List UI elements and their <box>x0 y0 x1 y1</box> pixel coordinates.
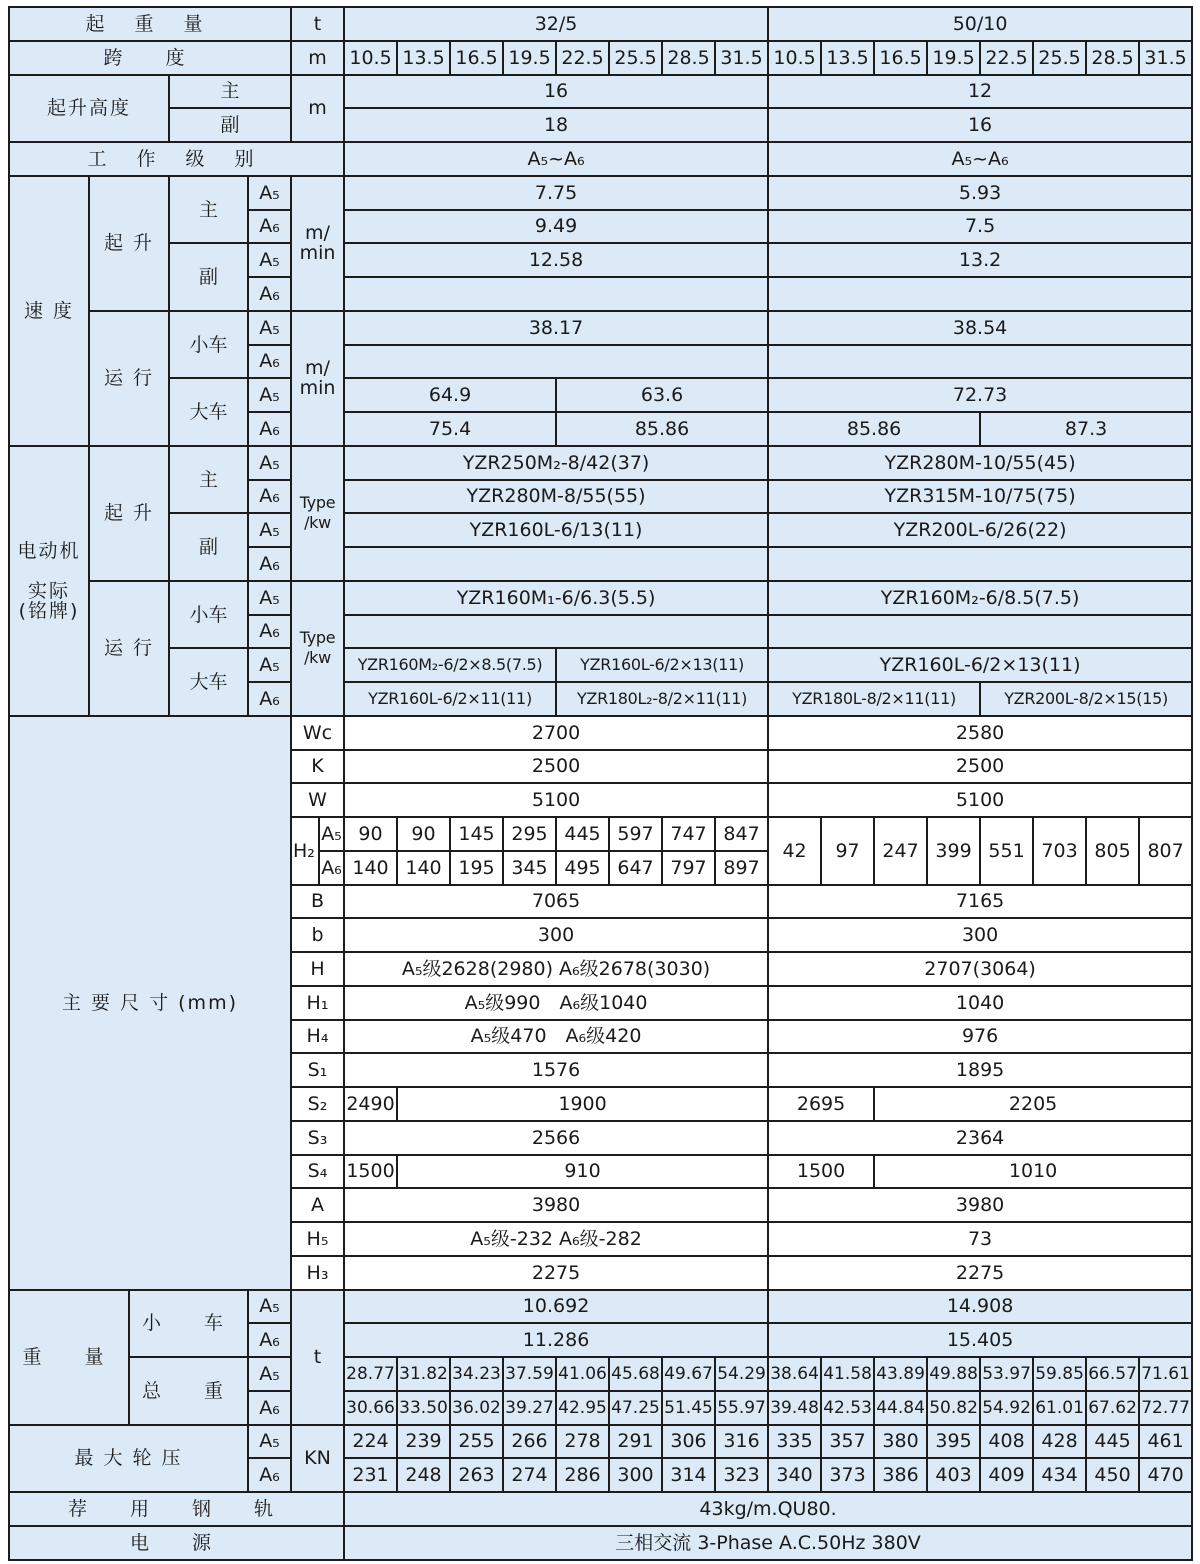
table-cell: 25.5 <box>609 41 662 75</box>
table-cell: 小车 <box>169 581 248 649</box>
table-cell: A₅ <box>248 176 291 210</box>
table-cell: 31.82 <box>397 1357 450 1391</box>
table-cell: 42.95 <box>556 1391 609 1425</box>
table-cell: A₅级2628(2980) A₆级2678(3030) <box>344 952 768 986</box>
table-cell: A₆ <box>248 1391 291 1425</box>
table-cell: 300 <box>609 1458 662 1492</box>
table-cell: YZR160L-6/2×13(11) <box>556 648 768 682</box>
table-cell: 49.67 <box>662 1357 715 1391</box>
table-cell: 22.5 <box>980 41 1033 75</box>
table-cell: 16.5 <box>450 41 503 75</box>
table-cell: A₆ <box>248 277 291 311</box>
table-cell: 7.75 <box>344 176 768 210</box>
table-cell: 16 <box>344 75 768 109</box>
table-cell: S₃ <box>291 1121 344 1155</box>
table-cell: 647 <box>609 851 662 885</box>
table-cell: 大车 <box>169 378 248 446</box>
table-cell: 373 <box>821 1458 874 1492</box>
table-cell: 39.27 <box>503 1391 556 1425</box>
table-cell: 72.73 <box>768 378 1192 412</box>
table-cell: 399 <box>927 817 980 885</box>
table-cell: 295 <box>503 817 556 851</box>
table-cell: 231 <box>344 1458 397 1492</box>
table-cell: 357 <box>821 1425 874 1459</box>
table-cell: 副 <box>169 108 291 142</box>
table-cell: 速 度 <box>9 176 89 446</box>
table-cell: K <box>291 750 344 784</box>
table-cell: 5100 <box>768 783 1192 817</box>
table-cell: 239 <box>397 1425 450 1459</box>
table-cell: YZR180L-8/2×11(11) <box>768 682 980 716</box>
table-cell: Type /kw <box>291 581 344 716</box>
table-cell: 起 升 <box>89 176 169 311</box>
table-row <box>9 75 1192 109</box>
table-cell: 87.3 <box>980 412 1192 446</box>
table-cell: 274 <box>503 1458 556 1492</box>
table-row <box>9 378 1192 412</box>
table-cell: 703 <box>1033 817 1086 885</box>
table-cell: 64.9 <box>344 378 556 412</box>
table-cell <box>344 345 768 379</box>
table-cell: H₄ <box>291 1020 344 1054</box>
table-cell: 1500 <box>344 1155 397 1189</box>
table-cell: 323 <box>715 1458 768 1492</box>
table-row <box>9 7 1192 41</box>
table-cell: 荐 用 钢 轨 <box>9 1492 344 1526</box>
table-cell: 45.68 <box>609 1357 662 1391</box>
table-row <box>9 108 1192 142</box>
table-cell: 5.93 <box>768 176 1192 210</box>
table-cell <box>344 277 768 311</box>
table-cell: 三相交流 3-Phase A.C.50Hz 380V <box>344 1526 1192 1560</box>
table-cell: 445 <box>1086 1425 1139 1459</box>
table-cell: 286 <box>556 1458 609 1492</box>
table-cell: 28.5 <box>1086 41 1139 75</box>
table-cell: 247 <box>874 817 927 885</box>
table-cell: 电 源 <box>9 1526 344 1560</box>
table-row <box>9 1357 1192 1391</box>
table-cell: 起升高度 <box>9 75 169 143</box>
table-cell: YZR200L-6/26(22) <box>768 513 1192 547</box>
table-cell: 3980 <box>344 1188 768 1222</box>
table-cell <box>344 615 768 649</box>
table-cell: YZR160M₂-6/2×8.5(7.5) <box>344 648 556 682</box>
table-cell: 2490 <box>344 1087 397 1121</box>
table-cell: 25.5 <box>1033 41 1086 75</box>
table-cell: A₆ <box>248 480 291 514</box>
table-cell: A₅ <box>248 1290 291 1324</box>
table-cell: 起 升 <box>89 446 169 581</box>
table-cell: S₄ <box>291 1155 344 1189</box>
table-cell: 38.17 <box>344 311 768 345</box>
table-cell <box>344 547 768 581</box>
table-cell: 428 <box>1033 1425 1086 1459</box>
table-cell: 75.4 <box>344 412 556 446</box>
table-cell: 248 <box>397 1458 450 1492</box>
table-cell: 1576 <box>344 1053 768 1087</box>
table-cell: 597 <box>609 817 662 851</box>
table-row <box>9 41 1192 75</box>
table-cell: A₆ <box>248 547 291 581</box>
table-cell: 最 大 轮 压 <box>9 1425 248 1493</box>
table-cell: Wc <box>291 716 344 750</box>
table-cell: 54.29 <box>715 1357 768 1391</box>
table-cell: 13.5 <box>821 41 874 75</box>
table-cell: 255 <box>450 1425 503 1459</box>
table-cell: 运 行 <box>89 581 169 716</box>
table-cell: YZR280M-10/55(45) <box>768 446 1192 480</box>
table-cell: 797 <box>662 851 715 885</box>
table-cell: t <box>291 7 344 41</box>
table-cell: 2695 <box>768 1087 874 1121</box>
table-cell: 总 重 <box>129 1357 248 1425</box>
table-cell: 38.64 <box>768 1357 821 1391</box>
table-cell: YZR160L-6/13(11) <box>344 513 768 547</box>
table-cell: 73 <box>768 1222 1192 1256</box>
table-cell: YZR315M-10/75(75) <box>768 480 1192 514</box>
table-cell: A₅级990 A₆级1040 <box>344 986 768 1020</box>
table-row <box>9 243 1192 277</box>
table-cell: 1900 <box>397 1087 768 1121</box>
table-cell: 11.286 <box>344 1323 768 1357</box>
table-row <box>9 581 1192 615</box>
table-cell: m <box>291 75 344 143</box>
table-cell: A₆ <box>248 345 291 379</box>
table-cell: 主 <box>169 446 248 514</box>
table-cell: YZR160M₂-6/8.5(7.5) <box>768 581 1192 615</box>
table-cell: A₆ <box>248 682 291 716</box>
table-cell: 33.50 <box>397 1391 450 1425</box>
table-cell: m/ min <box>291 176 344 311</box>
table-cell: W <box>291 783 344 817</box>
table-cell: 42 <box>768 817 821 885</box>
table-row <box>9 716 1192 750</box>
table-cell: 450 <box>1086 1458 1139 1492</box>
table-cell: 19.5 <box>927 41 980 75</box>
table-cell: A₅ <box>248 1357 291 1391</box>
table-cell: A₆ <box>248 1458 291 1492</box>
table-cell: 副 <box>169 513 248 581</box>
table-cell: A₅级-232 A₆级-282 <box>344 1222 768 1256</box>
table-cell: 38.54 <box>768 311 1192 345</box>
table-cell: 1895 <box>768 1053 1192 1087</box>
table-cell: 7165 <box>768 885 1192 919</box>
table-cell: YZR160L-6/2×13(11) <box>768 648 1192 682</box>
table-cell: 主 要 尺 寸 (mm) <box>9 716 291 1290</box>
table-cell: S₁ <box>291 1053 344 1087</box>
table-cell: 72.77 <box>1139 1391 1192 1425</box>
table-cell: 85.86 <box>556 412 768 446</box>
table-cell: 10.692 <box>344 1290 768 1324</box>
table-cell: 2364 <box>768 1121 1192 1155</box>
table-cell: 145 <box>450 817 503 851</box>
table-cell: m/ min <box>291 311 344 446</box>
table-cell: 44.84 <box>874 1391 927 1425</box>
table-cell: 445 <box>556 817 609 851</box>
table-cell: 551 <box>980 817 1033 885</box>
table-cell: H₂ <box>291 817 319 885</box>
table-cell: 53.97 <box>980 1357 1033 1391</box>
table-cell: H₅ <box>291 1222 344 1256</box>
table-cell: A₅ <box>248 311 291 345</box>
table-cell: YZR160M₁-6/6.3(5.5) <box>344 581 768 615</box>
table-cell: 2707(3064) <box>768 952 1192 986</box>
table-cell: 15.405 <box>768 1323 1192 1357</box>
table-cell <box>768 615 1192 649</box>
table-cell: 工 作 级 别 <box>9 142 344 176</box>
table-cell: YZR200L-8/2×15(15) <box>980 682 1192 716</box>
table-cell: 300 <box>768 918 1192 952</box>
table-cell: KN <box>291 1425 344 1493</box>
table-cell: 403 <box>927 1458 980 1492</box>
table-cell: 主 <box>169 75 291 109</box>
table-cell: 63.6 <box>556 378 768 412</box>
table-cell: 跨 度 <box>9 41 291 75</box>
table-cell: 380 <box>874 1425 927 1459</box>
table-cell: 42.53 <box>821 1391 874 1425</box>
table-cell: 32/5 <box>344 7 768 41</box>
table-cell: 30.66 <box>344 1391 397 1425</box>
table-cell: 897 <box>715 851 768 885</box>
table-cell: 434 <box>1033 1458 1086 1492</box>
table-cell: 副 <box>169 243 248 311</box>
table-cell: 50.82 <box>927 1391 980 1425</box>
table-cell: 31.5 <box>715 41 768 75</box>
table-cell: 10.5 <box>344 41 397 75</box>
table-cell <box>768 277 1192 311</box>
table-cell: 31.5 <box>1139 41 1192 75</box>
table-cell: 22.5 <box>556 41 609 75</box>
table-cell: 重 量 <box>9 1290 129 1425</box>
table-cell: 90 <box>344 817 397 851</box>
table-cell: 3980 <box>768 1188 1192 1222</box>
table-cell: 7065 <box>344 885 768 919</box>
table-cell: A₆ <box>248 615 291 649</box>
table-cell: 14.908 <box>768 1290 1192 1324</box>
table-cell: 395 <box>927 1425 980 1459</box>
table-cell: 2700 <box>344 716 768 750</box>
table-cell: 54.92 <box>980 1391 1033 1425</box>
table-cell: 49.88 <box>927 1357 980 1391</box>
table-cell: 2275 <box>344 1256 768 1290</box>
table-cell: 43kg/m.QU80. <box>344 1492 1192 1526</box>
table-cell: 807 <box>1139 817 1192 885</box>
table-cell: YZR160L-6/2×11(11) <box>344 682 556 716</box>
table-cell: 55.97 <box>715 1391 768 1425</box>
table-cell: Type /kw <box>291 446 344 581</box>
table-cell: 409 <box>980 1458 1033 1492</box>
table-cell: A₅ <box>248 378 291 412</box>
table-cell: A₆ <box>248 210 291 244</box>
table-cell: 12 <box>768 75 1192 109</box>
table-row <box>9 513 1192 547</box>
table-cell: 16 <box>768 108 1192 142</box>
table-cell: 67.62 <box>1086 1391 1139 1425</box>
table-cell <box>768 345 1192 379</box>
table-cell: 306 <box>662 1425 715 1459</box>
table-cell: 电动机 实际 (铭牌) <box>9 446 89 716</box>
table-row <box>9 142 1192 176</box>
table-row <box>9 1425 1192 1459</box>
table-cell: 747 <box>662 817 715 851</box>
table-cell: 起 重 量 <box>9 7 291 41</box>
table-cell: 910 <box>397 1155 768 1189</box>
table-cell: YZR280M-8/55(55) <box>344 480 768 514</box>
table-cell: 16.5 <box>874 41 927 75</box>
table-cell <box>768 547 1192 581</box>
table-cell: 12.58 <box>344 243 768 277</box>
table-cell: 85.86 <box>768 412 980 446</box>
table-cell: 51.45 <box>662 1391 715 1425</box>
table-cell: 39.48 <box>768 1391 821 1425</box>
table-cell: 805 <box>1086 817 1139 885</box>
table-cell: 59.85 <box>1033 1357 1086 1391</box>
table-cell: S₂ <box>291 1087 344 1121</box>
table-cell: 1010 <box>874 1155 1192 1189</box>
table-cell: A₅ <box>248 581 291 615</box>
table-cell: A₅~A₆ <box>344 142 768 176</box>
table-cell: 28.5 <box>662 41 715 75</box>
table-cell: 495 <box>556 851 609 885</box>
table-cell: 195 <box>450 851 503 885</box>
table-row <box>9 1526 1192 1560</box>
table-row <box>9 176 1192 210</box>
table-cell: 10.5 <box>768 41 821 75</box>
table-row <box>9 446 1192 480</box>
table-cell: 386 <box>874 1458 927 1492</box>
table-cell: 345 <box>503 851 556 885</box>
table-cell: A₅ <box>248 648 291 682</box>
table-cell: 2580 <box>768 716 1192 750</box>
table-cell: A₅ <box>248 446 291 480</box>
table-cell: 140 <box>344 851 397 885</box>
table-cell: 408 <box>980 1425 1033 1459</box>
table-cell: 50/10 <box>768 7 1192 41</box>
table-cell: 18 <box>344 108 768 142</box>
table-cell: A₅~A₆ <box>768 142 1192 176</box>
table-cell: YZR180L₂-8/2×11(11) <box>556 682 768 716</box>
table-cell: 263 <box>450 1458 503 1492</box>
table-cell: 2566 <box>344 1121 768 1155</box>
table-cell: 36.02 <box>450 1391 503 1425</box>
table-row <box>9 1290 1192 1324</box>
table-cell: 335 <box>768 1425 821 1459</box>
table-cell: 300 <box>344 918 768 952</box>
table-cell: 71.61 <box>1139 1357 1192 1391</box>
table-cell: 19.5 <box>503 41 556 75</box>
table-cell: A₆ <box>248 1323 291 1357</box>
table-cell: 运 行 <box>89 311 169 446</box>
table-cell: A₆ <box>319 851 344 885</box>
table-cell: 1500 <box>768 1155 874 1189</box>
table-row <box>9 648 1192 682</box>
table-row <box>9 311 1192 345</box>
table-cell: 266 <box>503 1425 556 1459</box>
table-cell: 47.25 <box>609 1391 662 1425</box>
table-cell: 340 <box>768 1458 821 1492</box>
table-cell: 9.49 <box>344 210 768 244</box>
table-cell: 470 <box>1139 1458 1192 1492</box>
table-cell: 小车 <box>169 311 248 379</box>
table-cell: 97 <box>821 817 874 885</box>
table-cell: A₅ <box>248 1425 291 1459</box>
table-cell: 2500 <box>344 750 768 784</box>
table-cell: 224 <box>344 1425 397 1459</box>
table-cell: m <box>291 41 344 75</box>
table-cell: 61.01 <box>1033 1391 1086 1425</box>
table-cell: 66.57 <box>1086 1357 1139 1391</box>
table-cell: A <box>291 1188 344 1222</box>
table-cell: 41.06 <box>556 1357 609 1391</box>
table-cell: A₅ <box>248 513 291 547</box>
table-cell: 43.89 <box>874 1357 927 1391</box>
table-cell: 小 车 <box>129 1290 248 1358</box>
table-cell: YZR250M₂-8/42(37) <box>344 446 768 480</box>
table-cell: B <box>291 885 344 919</box>
table-cell: H <box>291 952 344 986</box>
table-cell: H₃ <box>291 1256 344 1290</box>
table-cell: 大车 <box>169 648 248 716</box>
table-cell: 461 <box>1139 1425 1192 1459</box>
table-cell: 34.23 <box>450 1357 503 1391</box>
table-cell: 976 <box>768 1020 1192 1054</box>
table-cell: 13.2 <box>768 243 1192 277</box>
table-cell: 278 <box>556 1425 609 1459</box>
table-cell: 28.77 <box>344 1357 397 1391</box>
table-cell: 847 <box>715 817 768 851</box>
table-cell: 7.5 <box>768 210 1192 244</box>
table-cell: A₆ <box>248 412 291 446</box>
table-cell: t <box>291 1290 344 1425</box>
table-cell: 13.5 <box>397 41 450 75</box>
table-cell: 316 <box>715 1425 768 1459</box>
table-cell: A₅级470 A₆级420 <box>344 1020 768 1054</box>
table-cell: 41.58 <box>821 1357 874 1391</box>
table-cell: 90 <box>397 817 450 851</box>
table-cell: 140 <box>397 851 450 885</box>
table-cell: 314 <box>662 1458 715 1492</box>
table-cell: 5100 <box>344 783 768 817</box>
table-cell: A₅ <box>319 817 344 851</box>
table-cell: 37.59 <box>503 1357 556 1391</box>
table-cell: 1040 <box>768 986 1192 1020</box>
table-cell: 2205 <box>874 1087 1192 1121</box>
table-cell: 2500 <box>768 750 1192 784</box>
table-cell: 主 <box>169 176 248 244</box>
table-cell: A₅ <box>248 243 291 277</box>
spec-table <box>8 6 1193 1561</box>
table-cell: H₁ <box>291 986 344 1020</box>
table-cell: 2275 <box>768 1256 1192 1290</box>
table-cell: b <box>291 918 344 952</box>
table-row <box>9 1492 1192 1526</box>
table-cell: 291 <box>609 1425 662 1459</box>
